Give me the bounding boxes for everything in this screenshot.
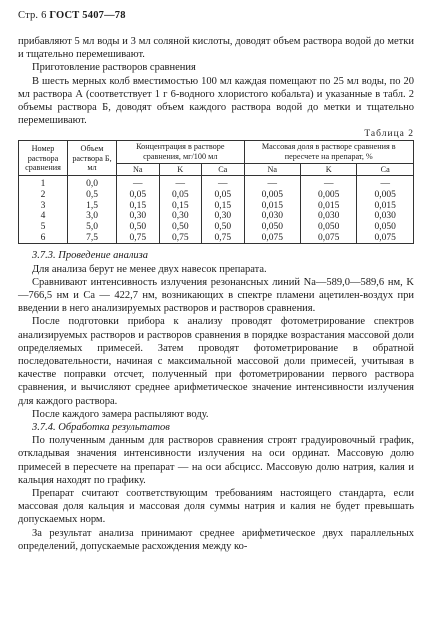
document-page [18,10,414,553]
table-cell: 0,30 [117,211,160,222]
group-mass-header: Массовая доля в растворе сравнения в пересчете на препарат, % [244,141,413,163]
table-cell: — [117,176,160,190]
table-cell: 0,015 [357,201,414,212]
section-374-p1: По полученным данным для растворов сравнения строят градуировочный график, откладывая значения интенсивности излучения на оси ординат. Массовую долю примесей в пересчете на препарат — на оси абсцисс. Массовую долю натрия, калия и кальция находят по графику. [18,435,414,486]
sub-header-k: K [159,163,202,176]
sub-header-na: Na [117,163,160,176]
col-volume-header: Объем раствора Б, мл [68,141,117,176]
table-cell: 0,005 [244,190,300,201]
page-number: Стр. 6 [18,10,47,21]
table-cell: 0,075 [244,233,300,244]
page-header [18,10,414,21]
sub-header-ca: Ca [202,163,245,176]
table-row [19,211,414,222]
table-row [19,176,414,190]
table-cell: 0,75 [117,233,160,244]
table-cell: 6 [19,233,68,244]
table-cell: — [202,176,245,190]
sub-header-na: Na [244,163,300,176]
table-cell: 0,050 [244,222,300,233]
table-cell: 0,05 [159,190,202,201]
table-cell: — [159,176,202,190]
table-cell: 0,15 [117,201,160,212]
table-cell: 4 [19,211,68,222]
table-cell: 0,075 [357,233,414,244]
table-cell: 3 [19,201,68,212]
table-row [19,222,414,233]
table-row [19,201,414,212]
table-cell: 5 [19,222,68,233]
table-row [19,190,414,201]
section-373-p1: Для анализа берут не менее двух навесок препарата. [32,263,267,275]
table-cell: — [301,176,357,190]
table-cell: 0,05 [202,190,245,201]
table-cell: 0,075 [301,233,357,244]
table-cell: 0,030 [301,211,357,222]
table-cell: 2 [19,190,68,201]
sub-header-k: K [301,163,357,176]
table-cell: 1 [19,176,68,190]
table-cell: 0,75 [159,233,202,244]
section-374-p2: Препарат считают соответствующим требованиям настоящего стандарта, если массовая доля кальция и массовая доля суммы натрия и калия не будет превышать допускаемых норм. [18,488,414,526]
table-2 [18,140,414,244]
table-cell: 0,15 [202,201,245,212]
section-prep-text: В шесть мерных колб вместимостью 100 мл каждая помещают по 25 мл воды, по 20 мл раствора А (соответствует 1 г 6-водного хлористого кобальта) и указанные в табл. 2 объемы раствора Б, доводят объем каждого раствора водой до метки и тщательно перемешивают. [18,75,414,127]
table-cell: 0,015 [244,201,300,212]
table-row [19,233,414,244]
section-374-p3: За результат анализа принимают среднее арифметическое двух параллельных определений, допускаемые расхождения между ко- [18,527,414,552]
table-cell: 0,15 [159,201,202,212]
table-cell: 0,005 [357,190,414,201]
table-cell: 0,0 [68,176,117,190]
table-cell: 5,0 [68,222,117,233]
table-cell: 0,30 [159,211,202,222]
table-cell: — [357,176,414,190]
section-373-p3: После подготовки прибора к анализу проводят фотометрирование спектров анализируемых растворов и растворов сравнения в порядке возрастания массовой доли определяемых примесей. Затем проводят фотометрирование в обратной последовательности, начиная с максимальной массовой доли примесей, учитывая в качестве поправки отсчет, полученный при фотометрировании первого раствора сравнения, и вычисляют среднее арифметическое значение интенсивности излучения для каждого раствора. [18,316,414,407]
table-cell: 0,050 [301,222,357,233]
table-cell: 3,0 [68,211,117,222]
section-373-p4: После каждого замера распыляют воду. [32,408,209,420]
gost-code: ГОСТ 5407—78 [49,10,126,21]
table-cell: 0,75 [202,233,245,244]
table-cell: 0,030 [357,211,414,222]
table-cell: 1,5 [68,201,117,212]
table-cell: 0,50 [202,222,245,233]
section-374-heading: 3.7.4. Обработка результатов [32,422,170,434]
table-cell: 0,5 [68,190,117,201]
table-cell: 0,030 [244,211,300,222]
section-373-p2: Сравнивают интенсивность излучения резонансных линий Na—589,0—589,6 нм, K—766,5 нм и Ca — 422,7 нм, возникающих в спектре пламени ацетилен-воздух при введении в него анализируемых растворов и растворов сравнения. [18,276,414,315]
table-cell: 0,50 [117,222,160,233]
section-prep-heading: Приготовление растворов сравнения [32,62,196,74]
table-cell: — [244,176,300,190]
col-number-header: Номер раствора сравнения [19,141,68,176]
table-cell: 0,050 [357,222,414,233]
table-caption: Таблица 2 [364,129,414,140]
table-cell: 7,5 [68,233,117,244]
table-cell: 0,50 [159,222,202,233]
intro-paragraph: прибавляют 5 мл воды и 3 мл соляной кислоты, доводят объем раствора водой до метки и тщательно перемешивают. [18,36,414,61]
group-conc-header: Концентрация в растворе сравнения, мг/100 мл [117,141,245,163]
table-cell: 0,05 [117,190,160,201]
table-cell: 0,005 [301,190,357,201]
sub-header-ca: Ca [357,163,414,176]
table-cell: 0,015 [301,201,357,212]
section-373-heading: 3.7.3. Проведение анализа [32,250,149,262]
table-cell: 0,30 [202,211,245,222]
